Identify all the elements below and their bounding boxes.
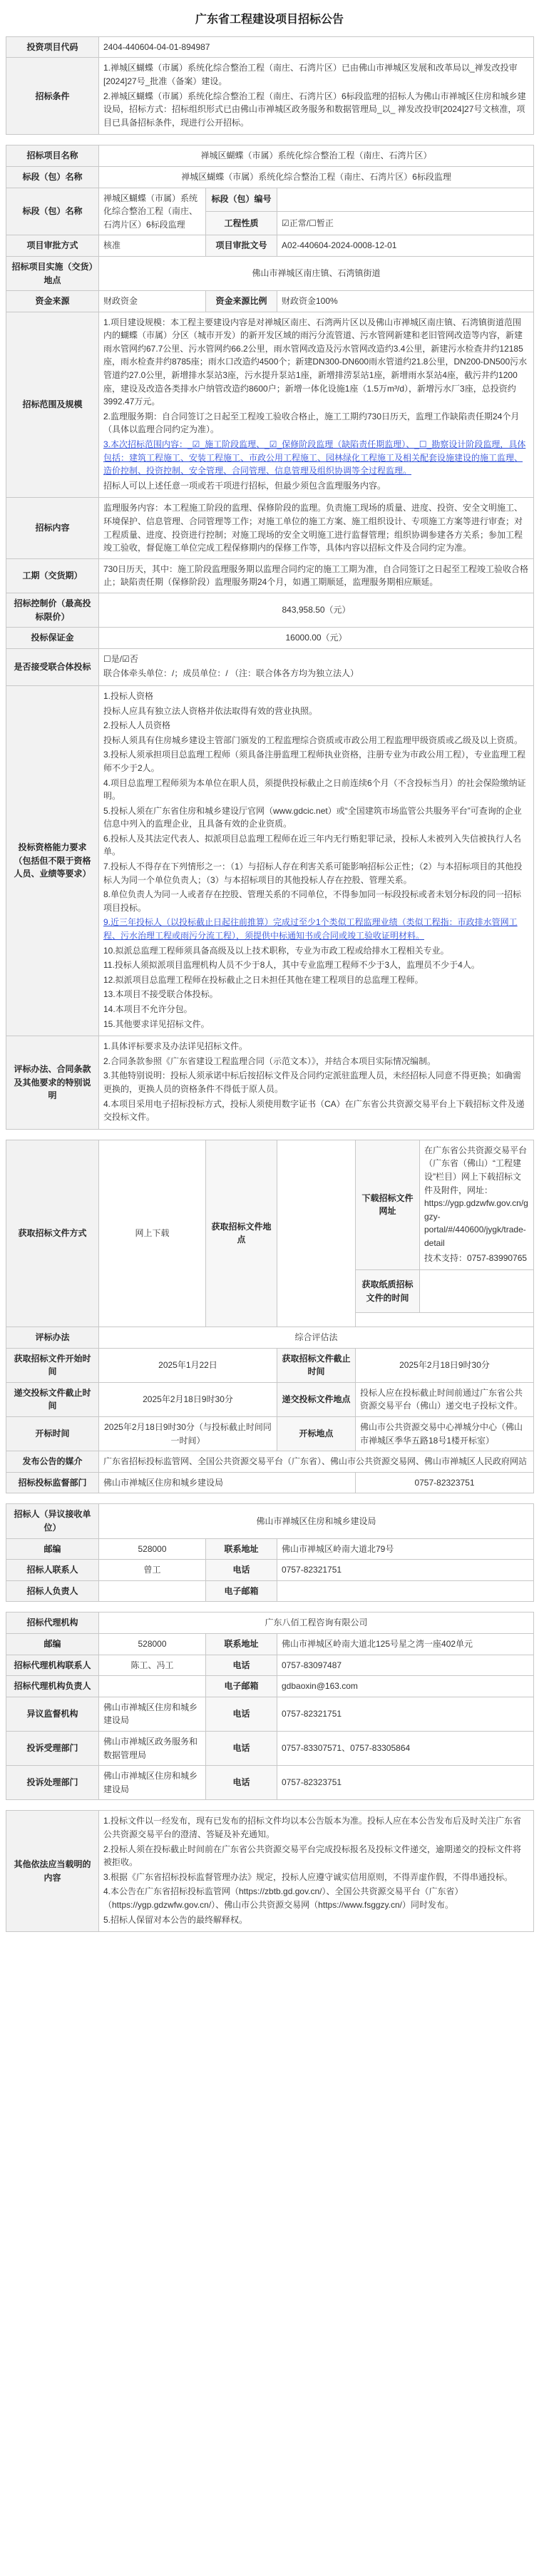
qual-line: 13.本项目不接受联合体投标。 [103, 989, 218, 1000]
row-agency-contact [6, 1655, 534, 1676]
row-agency-principal [6, 1676, 534, 1697]
row-bond [6, 628, 534, 649]
joint-note: 联合体牵头单位：/；成员单位：/ （注：联合体各方均为独立法人） [103, 668, 359, 679]
agency-complaint2-phone-value: 0757-82323751 [277, 1766, 534, 1800]
agency-complaint-value: 佛山市禅城区政务服务和数据管理局 [99, 1731, 206, 1765]
qual-line: 8.单位负责人为同一人或者存在控股、管理关系的不同单位，不得参加同一标段投标或者未划分标段的同一招标项目投标。 [103, 889, 522, 913]
max-price-value: 843,958.50（元） [99, 593, 534, 627]
row-tenderer-contact [6, 1560, 534, 1581]
eval-req-line: 2.合同条款参照《广东省建设工程监理合同（示范文本）》，并结合本项目实际情况编制。 [103, 1056, 436, 1066]
get-place-value [277, 1140, 356, 1327]
qual-line: 15.其他要求详见招标文件。 [103, 1018, 210, 1029]
platform-value[interactable]: 在广东省公共资源交易平台（广东省（佛山）“工程建设”栏目）网上下载招标文件及附件，网址：https://ygp.gdzwfw.gov.cn/ggzy-portal/#/440600/jygk/trade-detail [424, 1145, 528, 1248]
get-place-label: 获取招标文件地点 [206, 1140, 277, 1327]
tender-form-spacer [356, 1313, 534, 1327]
agency-contact-label: 招标代理机构联系人 [6, 1655, 99, 1676]
row-open-time [6, 1417, 534, 1451]
qualification-cell [99, 685, 534, 1036]
tenderer-addr-value: 佛山市禅城区岭南大道北79号 [277, 1538, 534, 1560]
tenderer-label: 招标人（异议接收单位） [6, 1504, 99, 1538]
supervision-label: 招标投标监督部门 [6, 1472, 99, 1493]
row-publish [6, 1451, 534, 1473]
scope-line-1: 1.项目建设规模：本工程主要建设内容是对禅城区南庄、石湾两片区以及佛山市禅城区南庄镇、石湾镇街道范围内的蝴蝶（市属）分区（城市开发）的新开发区域的雨污分流管道、污水管网新建和老旧管网改造等内容，新建雨水管网约67.7公里、污水管网约66.2公里，雨水管网改造及污水管网改造约3.4公里，新建污水检查井约12185座，雨水检查井约8785座；雨水口改造约4500个；新建DN300-DN600雨水管道约21.8公里，DN200-DN500污水管道约27.0公里，新增排水泵站3座，污水提升泵站1座，新增排涝泵站1座，新增雨水泵站4座，截污井约1200座，建设及改造各类排水户纳管改造约8600户；新增一体化设施1座（1.5万m³/d），新增污水厂3座，总投资约3992.47万元。 [103, 317, 528, 407]
approval-value: 核准 [99, 235, 206, 257]
agency-zip-label: 邮编 [6, 1634, 99, 1655]
period-label: 工期（交货期） [6, 558, 99, 593]
row-period [6, 558, 534, 593]
row-supervision [6, 1472, 534, 1493]
max-price-label: 招标控制价（最高投标限价） [6, 593, 99, 627]
project-name-value: 禅城区蝴蝶（市属）系统化综合整治工程（南庄、石湾片区） [99, 145, 534, 167]
qual-line: 7.投标人不得存在下列情形之一：（1）与招标人存在利害关系可能影响招标公正性；（2）与本招标项目的其他投标人为同一个单位负责人；（3）与本招标项目的其他投标人存在控股、管理关系。 [103, 862, 523, 885]
eval-req-cell [99, 1036, 534, 1130]
agency-phone-label: 电话 [206, 1655, 277, 1676]
project-code-value: 2404-440604-04-01-894987 [99, 36, 534, 58]
open-time-label: 开标时间 [6, 1417, 99, 1451]
section-name-label: 标段（包）名称 [6, 166, 99, 188]
agency-principal-label: 招标代理机构负责人 [6, 1676, 99, 1697]
row-agency-complaint2 [6, 1766, 534, 1800]
location-label: 招标项目实施（交货）地点 [6, 256, 99, 290]
qual-line: 1.投标人资格 [103, 690, 154, 701]
approval-label: 项目审批方式 [6, 235, 99, 257]
agency-label: 招标代理机构 [6, 1612, 99, 1634]
bond-label: 投标保证金 [6, 628, 99, 649]
doc-start-label: 获取招标文件开始时间 [6, 1348, 99, 1382]
qual-line: 9.近三年投标人（以投标截止日起往前推算）完成过至少1个类似工程监理业绩（类似工程指：市政排水管网工程、污水治理工程或雨污分流工程），须提供中标通知书或合同或竣工验收证明材料。 [103, 917, 518, 941]
section-short-value: 禅城区蝴蝶（市属）系统化综合整治工程（南庄、石湾片区）6标段监理 [99, 188, 206, 235]
open-place-value: 佛山市公共资源交易中心禅城分中心（佛山市禅城区季华五路18号1楼开标室） [356, 1417, 534, 1451]
scope-label: 招标范围及规模 [6, 312, 99, 498]
row-conditions [6, 58, 534, 135]
tenderer-zip-label: 邮编 [6, 1538, 99, 1560]
scope-line-2: 2.监理服务期：自合同签订之日起至工程竣工验收合格止，施工工期约730日历天，监理工作缺陷责任期24个月（具体以监理合同约定为准）。 [103, 411, 520, 435]
platform-contact: 技术支持：0757-83990765 [424, 1252, 528, 1263]
location-value: 佛山市禅城区南庄镇、石湾镇街道 [99, 256, 534, 290]
joint-value: ☐是/☑否 [103, 653, 138, 664]
agency-addr-value: 佛山市禅城区岭南大道北125号星之湾一座402单元 [277, 1634, 534, 1655]
open-place-label: 开标地点 [277, 1417, 356, 1451]
row-project-name [6, 145, 534, 167]
agency-supervise-value: 佛山市禅城区住房和城乡建设局 [99, 1697, 206, 1731]
fund-label: 资金来源 [6, 291, 99, 312]
qual-line: 12.拟派项目总监理工程师在投标截止之日未担任其他在建工程项目的总监理工程师。 [103, 974, 423, 985]
announcement-table [6, 36, 534, 136]
supervision-contact: 0757-82323751 [356, 1472, 534, 1493]
tenderer-principal-label: 招标人负责人 [6, 1580, 99, 1602]
tender-form-value [420, 1270, 534, 1313]
doc-end-value: 2025年2月18日9时30分 [356, 1348, 534, 1382]
agency-complaint-phone-value: 0757-83307571、0757-83305864 [277, 1731, 534, 1765]
qual-line: 11.投标人须拟派项目监理机构人员不少于8人，其中专业监理工程师不少于3人，监理员不少于4人。 [103, 960, 480, 971]
other-line: 3.根据《广东省招标投标监督管理办法》规定，投标人应遵守诚实信用原则，不得弄虚作假，不得串通投标。 [103, 1871, 513, 1882]
tenderer-phone-label: 电话 [206, 1560, 277, 1581]
row-location [6, 256, 534, 290]
other-line: 4.本公告在广东省招标投标监管网（https://zbtb.gd.gov.cn/）、全国公共资源交易平台（广东省）（https://ygp.gdzwfw.gov.cn/）、佛山市公共资源交易网（https://www.fsggzy.cn/）同时发布。 [103, 1886, 463, 1910]
agency-table [6, 1612, 534, 1800]
joint-cell [99, 648, 534, 685]
tenderer-email-label: 电子邮箱 [206, 1580, 277, 1602]
eval-req-label: 评标办法、合同条款及其他要求的特别说明 [6, 1036, 99, 1130]
row-other [6, 1811, 534, 1932]
agency-name: 广东八佰工程咨询有限公司 [99, 1612, 534, 1634]
scope-cell [99, 312, 534, 498]
agency-zip-value: 528000 [99, 1634, 206, 1655]
other-label: 其他依法应当载明的内容 [6, 1811, 99, 1932]
tenderer-email-value [277, 1580, 534, 1602]
qual-line: 5.投标人须在广东省住房和城乡建设厅官网（www.gdcic.net）或“全国建筑市场监管公共服务平台”可查询的企业信息中列入的监理企业，且具备有效的企业资质。 [103, 805, 522, 829]
other-table [6, 1810, 534, 1932]
qual-line: 3.投标人须承担项目总监理工程师（须具备注册监理工程师执业资格，注册专业为市政公用工程），专业监理工程师不少于2人。 [103, 750, 526, 773]
qual-line: 2.投标人人员资格 [103, 720, 171, 731]
qual-line: 4.项目总监理工程师须为本单位在职人员，须提供投标截止之日前连续6个月（不含投标当月）的社会保险缴纳证明。 [103, 777, 526, 802]
qual-line: 6.投标人及其法定代表人、拟派项目总监理工程师在近三年内无行贿犯罪记录，投标人未被列入失信被执行人名单。 [103, 833, 522, 857]
row-doc-time [6, 1348, 534, 1382]
agency-complaint-label: 投诉受理部门 [6, 1731, 99, 1765]
supervision-value: 佛山市禅城区住房和城乡建设局 [99, 1472, 356, 1493]
row-project-code [6, 36, 534, 58]
evaluation-label: 评标办法 [6, 1327, 99, 1349]
section-name-value: 禅城区蝴蝶（市属）系统化综合整治工程（南庄、石湾片区）6标段监理 [99, 166, 534, 188]
row-agency-complaint [6, 1731, 534, 1765]
conditions-label: 招标条件 [6, 58, 99, 135]
agency-addr-label: 联系地址 [206, 1634, 277, 1655]
page-title: 广东省工程建设项目招标公告 [195, 14, 344, 26]
row-section-detail [6, 188, 534, 211]
agency-phone-value: 0757-83097487 [277, 1655, 534, 1676]
row-evaluation [6, 1327, 534, 1349]
joint-label: 是否接受联合体投标 [6, 648, 99, 685]
agency-supervise-phone-value: 0757-82321751 [277, 1697, 534, 1731]
agency-complaint-phone-label: 电话 [206, 1731, 277, 1765]
project-code-label: 投资项目代码 [6, 36, 99, 58]
tenderer-name: 佛山市禅城区住房和城乡建设局 [99, 1504, 534, 1538]
agency-email-value: gdbaoxin@163.com [277, 1676, 534, 1697]
tenderer-zip-value: 528000 [99, 1538, 206, 1560]
nature-label: 工程性质 [206, 211, 277, 235]
eval-req-line: 3.其他特别说明：投标人须承诺中标后按招标文件及合同约定派驻监理人员，未经招标人同意不得更换；如确需更换的，更换人员的资格条件不得低于原人员。 [103, 1070, 522, 1094]
other-line: 2.投标人须在投标截止时间前在广东省公共资源交易平台完成投标报名及投标文件递交，逾期递交的投标文件将被拒收。 [103, 1844, 522, 1868]
get-method-value: 网上下载 [99, 1140, 206, 1327]
agency-complaint2-phone-label: 电话 [206, 1766, 277, 1800]
tenderer-principal-value [99, 1580, 206, 1602]
fund-ratio-label: 资金来源比例 [206, 291, 277, 312]
row-fund [6, 291, 534, 312]
row-tenderer [6, 1504, 534, 1538]
row-agency-supervise [6, 1697, 534, 1731]
row-agency [6, 1612, 534, 1634]
publish-label: 发布公告的媒介 [6, 1451, 99, 1473]
bid-deadline-value: 2025年2月18日9时30分 [99, 1382, 277, 1416]
qual-line: 14.本项目不允许分包。 [103, 1004, 192, 1015]
fund-value: 财政资金 [99, 291, 206, 312]
bond-value: 16000.00（元） [99, 628, 534, 649]
get-method-label: 获取招标文件方式 [6, 1140, 99, 1327]
other-line: 1.投标文件以一经发布，现有已发布的招标文件均以本公告版本为准。投标人应在本公告发布后及时关注广东省公共资源交易平台的澄清、答疑及补充通知。 [103, 1816, 522, 1839]
qual-line: 投标人须具有住房城乡建设主管部门颁发的工程监理综合资质或市政公用工程监理甲级资质或乙级及以上资质。 [103, 735, 523, 745]
evaluation-value: 综合评估法 [99, 1327, 534, 1349]
approval-doc-label: 项目审批文号 [206, 235, 277, 257]
doc-end-label: 获取招标文件截止时间 [277, 1348, 356, 1382]
platform-label: 下载招标文件网址 [356, 1140, 420, 1269]
eval-req-line: 4.本项目采用电子招标投标方式，投标人须使用数字证书（CA）在广东省公共资源交易平台上下载招标文件及递交投标文件。 [103, 1098, 525, 1123]
tenderer-contact-label: 招标人联系人 [6, 1560, 99, 1581]
row-content [6, 498, 534, 558]
tenderer-phone-value: 0757-82321751 [277, 1560, 534, 1581]
tender-form-label: 获取纸质招标文件的时间 [356, 1270, 420, 1313]
project-name-label: 招标项目名称 [6, 145, 99, 167]
section-code-value [277, 188, 534, 211]
conditions-text: 1.禅城区蝴蝶（市属）系统化综合整治工程（南庄、石湾片区）已由佛山市禅城区发展和改革局以_禅发改投审[2024]27号_批准（备案）建设。 [103, 63, 518, 86]
section-short-label: 标段（包）名称 [6, 188, 99, 235]
row-section-name [6, 166, 534, 188]
open-time-value: 2025年2月18日9时30分（与投标截止时间同一时间） [99, 1417, 277, 1451]
content-value: 监理服务内容：本工程施工阶段的监理、保修阶段的监理。负责施工现场的质量、进度、投资、安全文明施工、环境保护、信息管理、合同管理等工作；对施工单位的施工方案、施工组织设计、专项施工方案等进行审查；对工程质量、进度、投资进行控制；对施工现场的安全文明施工进行监督管理；组织协调参建各方关系；参加工程竣工验收，督促施工单位完成工程保修期内的保修工作等，具体内容以招标文件及合同约定为准。 [99, 498, 534, 558]
qualification-label: 投标资格能力要求（包括但不限于资格人员、业绩等要求） [6, 685, 99, 1036]
row-get-method [6, 1140, 534, 1269]
publish-value: 广东省招标投标监管网、全国公共资源交易平台（广东省）、佛山市公共资源交易网、佛山市禅城区人民政府网站 [99, 1451, 534, 1473]
row-tenderer-principal [6, 1580, 534, 1602]
row-scope [6, 312, 534, 498]
nature-value: ☑正常/☐暂正 [277, 211, 534, 235]
section-table [6, 145, 534, 1129]
row-bid-deadline [6, 1382, 534, 1416]
qual-line: 10.拟派总监理工程师须具备高级及以上技术职称，专业为市政工程或给排水工程相关专业。 [103, 945, 449, 956]
approval-doc-value: A02-440604-2024-0008-12-01 [277, 235, 534, 257]
conditions-cell [99, 58, 534, 135]
agency-complaint2-value: 佛山市禅城区住房和城乡建设局 [99, 1766, 206, 1800]
agency-supervise-phone-label: 电话 [206, 1697, 277, 1731]
tenderer-addr-label: 联系地址 [206, 1538, 277, 1560]
platform-cell [420, 1140, 534, 1269]
agency-contact-value: 陈工、冯工 [99, 1655, 206, 1676]
row-eval-req [6, 1036, 534, 1130]
bid-place-value: 投标人应在投标截止时间前通过广东省公共资源交易平台（佛山）递交电子投标文件。 [356, 1382, 534, 1416]
agency-supervise-label: 异议监督机构 [6, 1697, 99, 1731]
agency-complaint2-label: 投诉处理部门 [6, 1766, 99, 1800]
content-label: 招标内容 [6, 498, 99, 558]
eval-req-line: 1.具体评标要求及办法详见招标文件。 [103, 1041, 248, 1052]
doc-start-value: 2025年1月22日 [99, 1348, 277, 1382]
row-approval [6, 235, 534, 257]
tenderer-contact-value: 曾工 [99, 1560, 206, 1581]
other-cell [99, 1811, 534, 1932]
bid-deadline-label: 递交投标文件截止时间 [6, 1382, 99, 1416]
registration-table [6, 1140, 534, 1494]
row-agency-zip [6, 1634, 534, 1655]
bid-place-label: 递交投标文件地点 [277, 1382, 356, 1416]
agency-principal-value [99, 1676, 206, 1697]
other-line: 5.招标人保留对本公告的最终解释权。 [103, 1914, 248, 1925]
row-max-price [6, 593, 534, 627]
scope-line-4: 招标人可以上述任意一项或若干项进行招标，但最少须包含监理服务内容。 [103, 480, 386, 491]
period-value: 730日历天，其中：施工阶段监理服务期以监理合同约定的施工工期为准，自合同签订之日起至工程竣工验收合格止；缺陷责任期（保修阶段）监理服务期24个月，如遇工期顺延，监理服务期相应顺延。 [99, 558, 534, 593]
agency-email-label: 电子邮箱 [206, 1676, 277, 1697]
row-qualification [6, 685, 534, 1036]
fund-ratio-value: 财政资金100% [277, 291, 534, 312]
conditions-text-2: 2.禅城区蝴蝶（市属）系统化综合整治工程（南庄、石湾片区）6标段监理的招标人为佛山市禅城区住房和城乡建设局，招标方式：招标组织形式已由佛山市禅城区政务服务和数据管理局_以_ 禅发改投审[2024]27号文核准，项目已具备招标条件，现进行公开招标。 [103, 91, 526, 128]
section-code-label: 标段（包）编号 [206, 188, 277, 211]
qual-line: 投标人应具有独立法人资格并依法取得有效的营业执照。 [103, 705, 318, 716]
scope-line-3: 3.本次招标范围内容：_☑_施工阶段监理、_☑_保修阶段监理（缺陷责任期监理）、_☐_勘察设计阶段监理，具体包括：建筑工程施工、安装工程施工、市政公用工程施工、园林绿化工程施工及相关配套设施建设的施工监理、造价控制、投资控制、安全管理、合同管理、信息管理及组织协调等全过程监理。 [103, 439, 526, 476]
row-tenderer-zip [6, 1538, 534, 1560]
row-joint [6, 648, 534, 685]
tenderer-table [6, 1503, 534, 1602]
